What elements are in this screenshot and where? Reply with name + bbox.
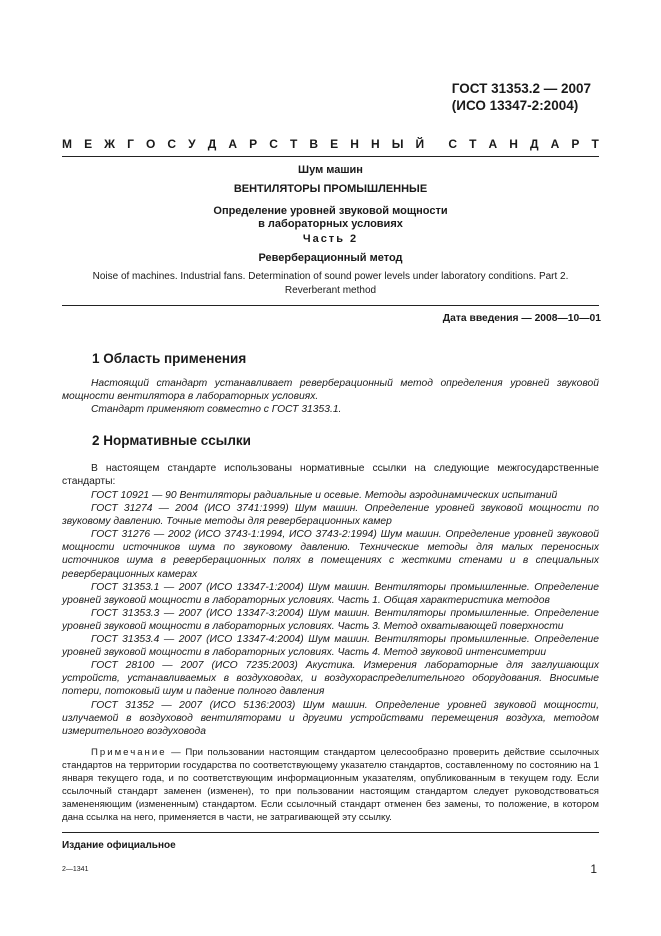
banner-letter: Й — [415, 137, 425, 151]
title-sub1: Определение уровней звуковой мощности — [213, 205, 448, 217]
interstate-standard-banner — [62, 137, 599, 151]
banner-letter: Т — [289, 137, 298, 151]
banner-letter: Д — [207, 137, 217, 151]
reference-item: ГОСТ 31274 — 2004 (ИСО 3741:1999) Шум машин. Определение уровней звуковой мощности по звуковому давлению. Точные методы для реверберационных камер — [62, 503, 599, 528]
banner-rule — [62, 156, 599, 157]
title-part: Часть 2 — [302, 233, 359, 245]
banner-letter: С — [167, 137, 177, 151]
reference-item: ГОСТ 31353.1 — 2007 (ИСО 13347-1:2004) Шум машин. Вентиляторы промышленные. Определение уровней звуковой мощности в лабораторных условиях. Часть 1. Общая характеристика методов — [62, 581, 599, 606]
title-general: Шум машин — [298, 164, 363, 176]
banner-letter: Р — [249, 137, 258, 151]
standard-code-line1: ГОСТ 31353.2 — 2007 — [451, 81, 591, 96]
banner-letter: А — [550, 137, 560, 151]
banner-letter: А — [228, 137, 238, 151]
banner-letter: Г — [127, 137, 134, 151]
banner-letter: Ж — [104, 137, 116, 151]
banner-letter: С — [269, 137, 278, 151]
section2-intro: В настоящем стандарте использованы нормативные ссылки на следующие межгосударственные стандарты: — [62, 463, 599, 488]
reference-item: ГОСТ 31352 — 2007 (ИСО 5136:2003) Шум машин. Определение уровней звуковой мощности, излучаемой в воздуховод вентиляторами и другими устройствами перемещения воздуха, методом измерительного воздуховода — [62, 699, 599, 737]
standard-code — [452, 80, 591, 114]
reference-item: ГОСТ 31353.4 — 2007 (ИСО 13347-4:2004) Шум машин. Вентиляторы промышленные. Определение уровней звуковой мощности в лабораторных условиях. Часть 4. Метод звуковой интенсиметрии — [62, 634, 599, 659]
banner-letter: С — [448, 137, 457, 151]
title-rule — [62, 305, 599, 306]
introduction-date: Дата введения — 2008—10—01 — [442, 313, 601, 324]
section1-paragraph1: Настоящий стандарт устанавливает реверберационный метод определения уровней звуковой мощности вентилятора в лабораторных условиях. Стандарт применяют совместно с ГОСТ 31353.1. — [62, 378, 599, 416]
title-english-line1: Noise of machines. Industrial fans. Determination of sound power levels under laboratory conditions. Part 2. — [92, 271, 569, 282]
title-english-line2: Reverberant method — [284, 285, 377, 296]
print-code: 2—1341 — [62, 866, 89, 873]
note-block — [62, 747, 599, 824]
footer-rule — [62, 832, 599, 833]
page-number: 1 — [590, 862, 597, 876]
banner-letter: У — [188, 137, 196, 151]
section2-heading: 2 Нормативные ссылки — [92, 433, 251, 448]
edition-label: Издание официальное — [62, 840, 176, 851]
note-label: Примечание — [91, 747, 167, 758]
banner-letter: Е — [84, 137, 93, 151]
banner-letter: В — [309, 137, 319, 151]
banner-letter: Н — [509, 137, 518, 151]
title-main: ВЕНТИЛЯТОРЫ ПРОМЫШЛЕННЫЕ — [233, 183, 428, 195]
banner-letter: Ы — [391, 137, 404, 151]
banner-letter: О — [146, 137, 156, 151]
reference-item: ГОСТ 28100 — 2007 (ИСО 7235:2003) Акустика. Измерения лабораторные для заглушающих устройств, устанавливаемых в воздуховодах, и воздухораспределительного оборудования. Вносимые потери, потоковый шум и падение полного давления — [62, 660, 599, 698]
section1-paragraph2: Стандарт применяют совместно с ГОСТ 31353.1. — [91, 404, 342, 416]
standard-code-line2: (ИСО 13347-2:2004) — [451, 98, 579, 113]
section1-heading: 1 Область применения — [92, 351, 247, 366]
banner-letter: Н — [370, 137, 380, 151]
banner-letter: А — [488, 137, 498, 151]
banner-letter: Т — [469, 137, 477, 151]
banner-letter: М — [62, 137, 72, 151]
banner-letter: Е — [330, 137, 339, 151]
title-sub2: в лабораторных условиях — [258, 218, 403, 230]
banner-letter: Р — [571, 137, 580, 151]
reference-item: ГОСТ 10921 — 90 Вентиляторы радиальные и осевые. Методы аэродинамических испытаний — [91, 490, 558, 501]
banner-letter: Т — [591, 137, 599, 151]
title-method: Реверберационный метод — [258, 252, 403, 264]
reference-item: ГОСТ 31276 — 2002 (ИСО 3743-1:1994, ИСО 3743-2:1994) Шум машин. Определение уровней звуковой мощности источников шума по звуковому давлению. Технические методы для малых переносных источников шума в реверберационных полях в помещениях с жесткими стенами и в специальных реверберационных камерах — [62, 529, 599, 580]
references-list — [62, 489, 599, 738]
banner-letter: Н — [350, 137, 359, 151]
reference-item: ГОСТ 31353.3 — 2007 (ИСО 13347-3:2004) Шум машин. Вентиляторы промышленные. Определение уровней звуковой мощности в лабораторных условиях. Часть 3. Метод охватывающей поверхности — [62, 607, 599, 632]
note-text: — При пользовании настоящим стандартом целесообразно проверить действие ссылочных стандартов на территории государства по соответствующему указателю стандартов, составленному по состоянию на 1 января текущего года, и по соответствующим информационным указателям, опубликованным в текущем году. Если ссылочный стандарт заменен (изменен), то при пользовании настоящим стандартом следует руководствоваться замененяющим (измененным) стандартом. Если ссылочный стандарт отменен без замены, то положение, в котором дана ссылка на него, применяется в части, не затрагивающей эту ссылку. — [62, 747, 599, 823]
banner-letter: Д — [530, 137, 539, 151]
